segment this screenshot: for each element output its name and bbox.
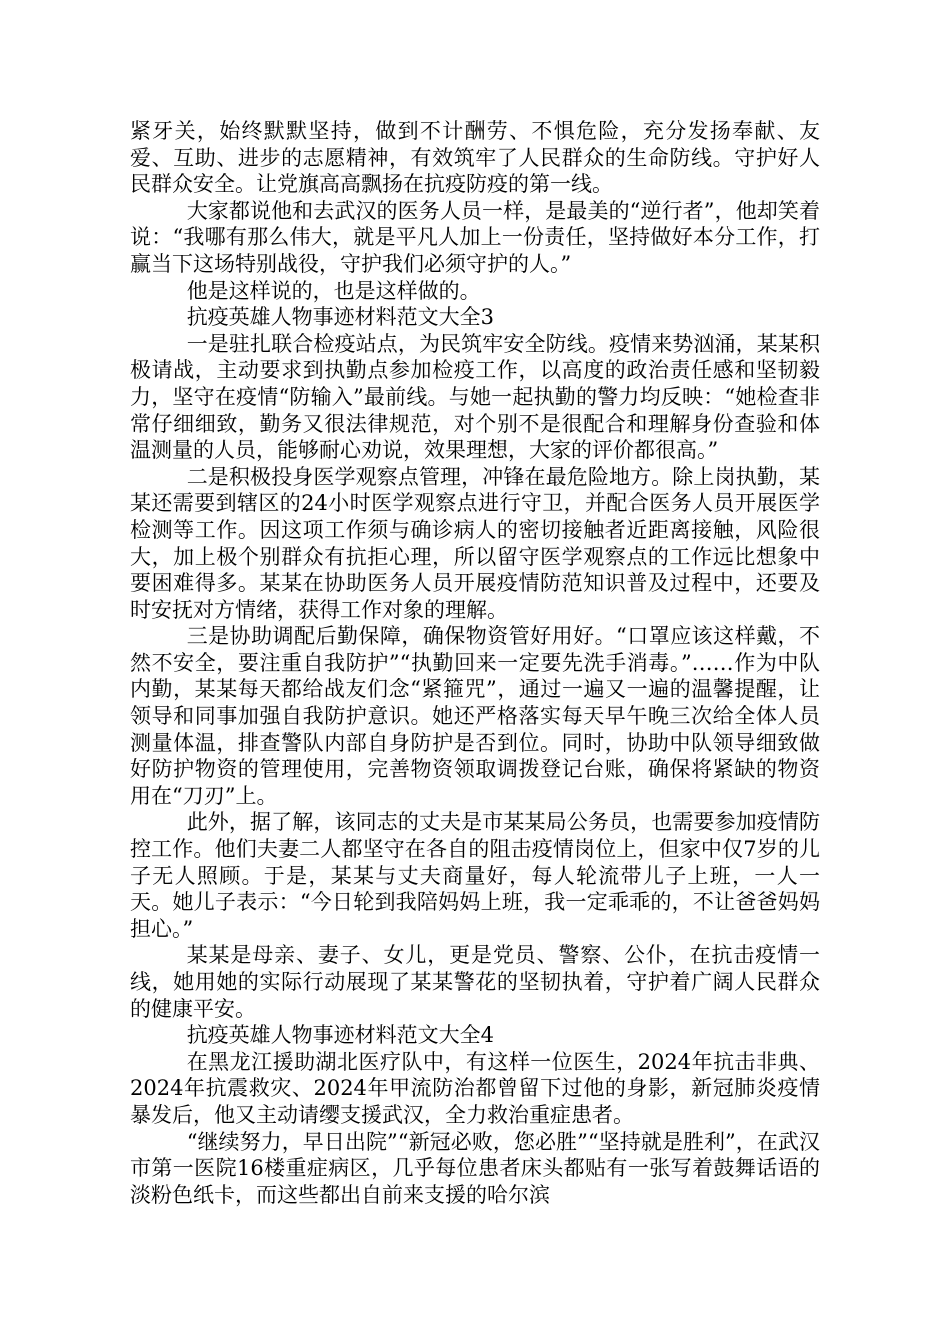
paragraph: 一是驻扎联合检疫站点，为民筑牢安全防线。疫情来势汹涌，某某积极请战，主动要求到执勤点参加检疫工作，以高度的政治责任感和坚韧毅力，坚守在疫情“防输入”最前线。与她一起执勤的警力均反映：“她检查非常仔细细致，勤务又很法律规范，对个别不是很配合和理解身份查验和体温测量的人员，能够耐心劝说，效果理想，大家的评价都很高。”: [130, 331, 820, 463]
paragraph-continuation: 紧牙关，始终默默坚持，做到不计酬劳、不惧危险，充分发扬奉献、友爱、互助、进步的志愿精神，有效筑牢了人民群众的生命防线。守护好人民群众安全。让党旗高高飘扬在抗疫防疫的第一线。: [130, 119, 820, 197]
paragraph: 此外，据了解，该同志的丈夫是市某某局公务员，也需要参加疫情防控工作。他们夫妻二人都坚守在各自的阻击疫情岗位上，但家中仅7岁的儿子无人照顾。于是，某某与丈夫商量好，每人轮流带儿子上班，一人一天。她儿子表示：“今日轮到我陪妈妈上班，我一定乖乖的，不让爸爸妈妈担心。”: [130, 810, 820, 941]
paragraph: 二是积极投身医学观察点管理，冲锋在最危险地方。除上岗执勤，某某还需要到辖区的24小时医学观察点进行守卫，并配合医务人员开展医学检测等工作。因这项工作须与确诊病人的密切接触者近距离接触，风险很大，加上极个别群众有抗拒心理，所以留守医学观察点的工作远比想象中要困难得多。某某在协助医务人员开展疫情防范知识普及过程中，还要及时安抚对方情绪，获得工作对象的理解。: [130, 464, 820, 622]
paragraph: 某某是母亲、妻子、女儿，更是党员、警察、公仆，在抗击疫情一线，她用她的实际行动展现了某某警花的坚韧执着，守护着广阔人民群众的健康平安。: [130, 943, 820, 1021]
paragraph: 三是协助调配后勤保障，确保物资管好用好。“口罩应该这样戴，不然不安全，要注重自我防护”“执勤回来一定要先洗手消毒。”……作为中队内勤，某某每天都给战友们念“紧箍咒”，通过一遍又一遍的温馨提醒，让领导和同事加强自我防护意识。她还严格落实每天早午晚三次给全体人员测量体温，排查警队内部自身防护是否到位。同时，协助中队领导细致做好防护物资的管理使用，完善物资领取调拨登记台账，确保将紧缺的物资用在“刀刃”上。: [130, 624, 820, 808]
paragraph: 在黑龙江援助湖北医疗队中，有这样一位医生，2024年抗击非典、2024年抗震救灾、2024年甲流防治都曾留下过他的身影，新冠肺炎疫情暴发后，他又主动请缨支援武汉，全力救治重症患者。: [130, 1049, 820, 1127]
section-heading: 抗疫英雄人物事迹材料范文大全3: [186, 305, 495, 330]
paragraph: “继续努力，早日出院”“新冠必败，您必胜”“坚持就是胜利”，在武汉市第一医院16楼重症病区，几乎每位患者床头都贴有一张写着鼓舞话语的淡粉色纸卡，而这些都出自前来支援的哈尔滨: [130, 1129, 820, 1207]
document-page: [130, 118, 820, 1208]
paragraph: 他是这样说的，也是这样做的。: [186, 278, 481, 303]
paragraph: 大家都说他和去武汉的医务人员一样，是最美的“逆行者”，他却笑着说：“我哪有那么伟大，就是平凡人加上一份责任，坚持做好本分工作，打赢当下这场特别战役，守护我们必须守护的人。”: [130, 198, 820, 276]
section-heading: 抗疫英雄人物事迹材料范文大全4: [186, 1023, 495, 1048]
